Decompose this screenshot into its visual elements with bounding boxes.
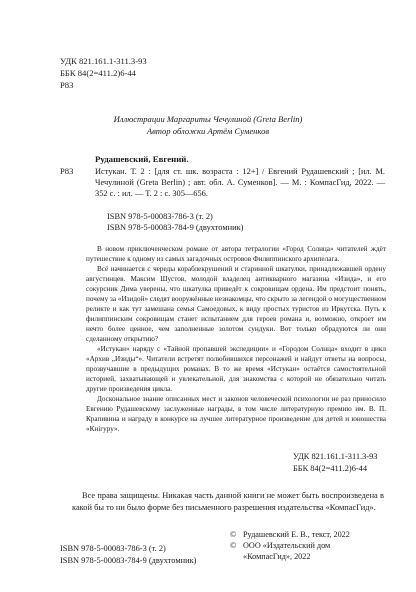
annotation-paragraph: В новом приключенческом романе от автора тетралогии «Город Солнца» читателей ждёт путешествие к одному из самых загадочных островов Филиппинского архипелага. <box>86 245 386 263</box>
copyright-symbol: © <box>230 541 237 551</box>
annotation-paragraph: Всё начинается с череды кораблекрушений и старинной шкатулки, принадлежавшей ордену августинцев. Максим Шустов, молодой владелец антикварного магазина «Изида», и его сокурсник Дима уверены, что шкатулка приведёт к сокровищам ордена. Им предстоит понять, почему за «Изидой» следят вооружённые незнакомцы, что скрыто за легендой о могущественном реликте и как тут замешана семья Самоедовых, к виду простых туристов из Иркутска. Путь к филиппинским сокровищам станет испытанием для героев романа и, возможно, откроет им нечто более ценное, чем заполненные золотом сундуки. Вот только обрадуются ли они сделанному открытию? <box>86 265 386 343</box>
copyright-block <box>230 529 350 563</box>
isbn-set: ISBN 978-5-00083-784-9 (двухтомник) <box>107 223 244 233</box>
copyright-line <box>230 540 350 551</box>
annotation-paragraph: Доскональное знание описанных мест и законов человеческой психологии не раз приносило Евгению Рудашевскому заслуженные награды, в том числе литературную премию им. В. П. Крапивина и награду в конкурсе на лучшее литературное произведение для детей и юношества «Кнігуру». <box>86 395 386 433</box>
udk-code: УДК 821.161.1-311.3-93 <box>60 56 147 66</box>
copyright-symbol: © <box>230 530 237 539</box>
copyright-text: Рудашевский Е. В., текст, 2022 <box>243 530 350 539</box>
catalog-marker: Р83 <box>60 166 74 176</box>
copyright-line <box>230 551 350 562</box>
classification-codes-right <box>293 451 377 475</box>
bbk-code: ББК 84(2=411.2)6-44 <box>60 68 136 78</box>
catalog-description: Истукан. Т. 2 : [для ст. шк. возраста : 12+] / Евгений Рудашевский ; [ил. М. Чечулиной (Greta Berlin) ; авт. обл. А. Суменков]. — М. : КомпасГид, 2022. — 352 с. : ил. — Т. 2 : с. 305—656. <box>95 167 385 199</box>
copyright-text: ООО «Издательский дом <box>243 541 331 551</box>
bbk-code: ББК 84(2=411.2)6-44 <box>293 464 368 473</box>
classification-codes <box>60 55 147 91</box>
annotation <box>86 244 386 434</box>
copyright-text: «КомпасГид», 2022 <box>243 552 311 562</box>
credits <box>0 113 416 137</box>
isbn-set: ISBN 978-5-00083-784-9 (двухтомник) <box>60 555 197 565</box>
illustrations-credit: Иллюстрации Маргариты Чечулиной (Greta Berlin) <box>113 114 303 124</box>
catalog-isbn <box>107 211 243 233</box>
isbn-volume: ISBN 978-5-00083-786-3 (т. 2) <box>107 212 213 221</box>
isbn-bottom <box>60 543 196 566</box>
annotation-paragraph: «Истукан» наряду с «Тайной пропавшей экспедиции» и «Городом Солнца» входит в цикл «Архив „Изиды“». Читатели встретят полюбившихся персонажей и найдут ответы на вопросы, прозвучавшие в предыдущих романах. В то же время «Истукан» остаётся самостоятельной историей, захватывающей и увлекательной, для знакомства с которой не обязательно читать другие произведения цикла. <box>86 345 386 393</box>
copyright-line <box>230 529 350 540</box>
catalog-author: Рудашевский, Евгений. <box>95 154 189 164</box>
isbn-volume: ISBN 978-5-00083-786-3 (т. 2) <box>60 544 166 553</box>
copyright-symbol <box>230 551 243 562</box>
udk-code: УДК 821.161.1-311.3-93 <box>293 452 378 461</box>
cover-credit: Автор обложки Артём Суменков <box>146 126 270 136</box>
rights-notice: Все права защищены. Никакая часть данной книги не может быть воспроизведена в какой бы то ни было форме без письменного разрешения издательства «КомпасГид». <box>72 491 384 512</box>
author-marker: Р83 <box>60 80 74 90</box>
